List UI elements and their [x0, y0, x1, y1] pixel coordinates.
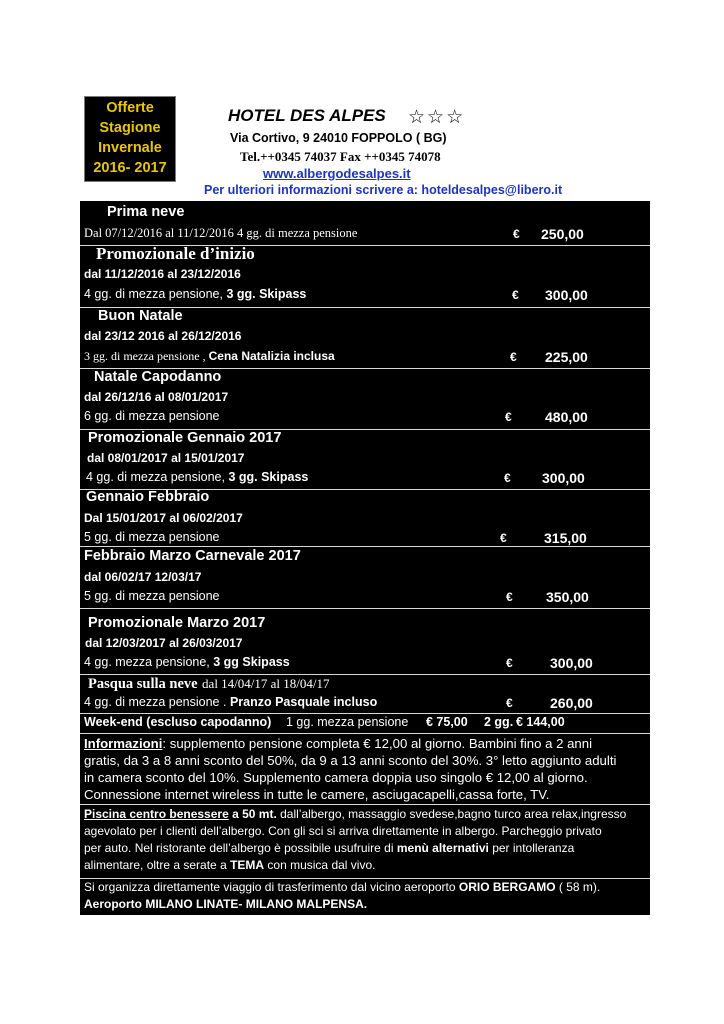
offer-currency: € — [504, 471, 511, 485]
offer-title: Promozionale Gennaio 2017 — [88, 430, 282, 446]
offer-dates: dal 26/12/16 al 08/01/2017 — [84, 390, 229, 404]
row-divider — [80, 546, 650, 547]
offer-description: 6 gg. di mezza pensione — [84, 409, 220, 423]
offer-description: 3 gg. di mezza pensione , Cena Natalizia inclusa — [84, 349, 335, 363]
piscina-line-3: per auto. Nel ristorante dell’albergo è possibile usufruire di menù alternativi per intolleranza — [84, 841, 575, 855]
offer-dates: dal 23/12 2016 al 26/12/2016 — [84, 329, 242, 343]
offer-currency: € — [500, 531, 507, 545]
contact-email-line[interactable]: Per ulteriori informazioni scrivere a: hoteldesalpes@libero.it — [204, 183, 563, 197]
info-line-1: Informazioni: supplemento pensione completa € 12,00 al giorno. Bambini fino a 2 anni — [84, 736, 593, 751]
offer-currency: € — [506, 696, 513, 710]
offer-price: 225,00 — [545, 349, 588, 365]
offer-price: 300,00 — [542, 470, 585, 486]
offer-title: Prima neve — [107, 204, 185, 220]
info-line-3: in camera sconto del 10%. Supplemento camera doppia uso singolo € 12,00 al giorno. — [84, 770, 588, 785]
offer-dates: dal 11/12/2016 al 23/12/2016 — [84, 267, 241, 281]
offer-dates: dal 08/01/2017 al 15/01/2017 — [87, 451, 245, 465]
weekend-label: Week-end (escluso capodanno) — [84, 715, 272, 729]
info-line-4: Connessione internet wireless in tutte le camere, asciugacapelli,cassa forte, TV. — [84, 787, 550, 802]
offer-price: 260,00 — [550, 695, 593, 711]
offer-title: Gennaio Febbraio — [86, 489, 210, 505]
offer-title: Febbraio Marzo Carnevale 2017 — [84, 548, 301, 564]
offer-dates: dal 12/03/2017 al 26/03/2017 — [85, 636, 243, 650]
row-divider — [80, 608, 650, 609]
offer-title: Promozionale d’inizio — [96, 244, 255, 263]
hotel-website-link[interactable]: www.albergodesalpes.it — [263, 166, 411, 181]
row-divider — [80, 733, 650, 734]
hotel-phone: Tel.++0345 74037 Fax ++0345 74078 — [240, 149, 441, 164]
transfer-line-2: Aeroporto MILANO LINATE- MILANO MALPENSA. — [84, 897, 368, 911]
row-divider — [80, 713, 650, 714]
offer-title: Buon Natale — [98, 308, 183, 324]
offer-currency: € — [506, 590, 513, 604]
offer-description: 4 gg. di mezza pensione, 3 gg. Skipass — [84, 287, 307, 301]
offer-dates: dal 06/02/17 12/03/17 — [84, 570, 202, 584]
offer-currency: € — [510, 350, 517, 364]
offer-price: 480,00 — [545, 409, 588, 425]
weekend-days-2: 2 gg. — [484, 715, 514, 729]
season-offer-box — [84, 96, 176, 182]
offer-currency: € — [513, 227, 520, 241]
piscina-line-2: agevolato per i clienti dell’albergo. Con gli sci si arriva direttamente in albergo. Parcheggio privato — [84, 824, 602, 838]
hotel-address: Via Cortivo, 9 24010 FOPPOLO ( BG) — [230, 131, 447, 145]
season-line-3: Invernale — [98, 140, 162, 156]
offer-currency: € — [505, 410, 512, 424]
offer-price: 315,00 — [544, 530, 587, 546]
offer-description: 5 gg. di mezza pensione — [84, 589, 220, 603]
offer-price: 300,00 — [550, 655, 593, 671]
transfer-line-1: Si organizza direttamente viaggio di trasferimento dal vicino aeroporto ORIO BERGAMO ( 58 m). — [84, 880, 601, 894]
offer-title: Natale Capodanno — [94, 369, 222, 385]
offer-currency: € — [506, 656, 513, 670]
weekend-price-1: € 75,00 — [426, 715, 468, 729]
offer-description: 4 gg. di mezza pensione . Pranzo Pasquale incluso — [84, 695, 378, 709]
offer-description: 5 gg. di mezza pensione — [84, 530, 220, 544]
weekend-description: 1 gg. mezza pensione — [286, 715, 409, 729]
offer-description: 4 gg. mezza pensione, 3 gg Skipass — [84, 655, 290, 669]
season-line-2: Stagione — [99, 120, 161, 136]
offer-price: 300,00 — [545, 287, 588, 303]
offer-currency: € — [512, 288, 519, 302]
piscina-line-1: Piscina centro benessere a 50 mt. dall’albergo, massaggio svedese,bagno turco area relax,ingresso — [84, 807, 627, 821]
piscina-line-4: alimentare, oltre a serate a TEMA con musica dal vivo. — [84, 858, 376, 872]
offer-dates: Dal 15/01/2017 al 06/02/2017 — [84, 511, 243, 525]
offer-description: 4 gg. di mezza pensione, 3 gg. Skipass — [86, 470, 309, 484]
info-line-2: gratis, da 3 a 8 anni sconto del 50%, da 9 a 13 anni sconto del 30%. 3° letto aggiunto adulti — [84, 753, 617, 768]
offer-description: Dal 07/12/2016 al 11/12/2016 4 gg. di mezza pensione — [84, 226, 358, 240]
season-line-1: Offerte — [106, 100, 154, 116]
hotel-name: HOTEL DES ALPES — [228, 106, 386, 125]
offer-title: Promozionale Marzo 2017 — [88, 615, 266, 631]
offers-table — [80, 201, 650, 915]
star-rating-icon: ☆☆☆ — [408, 107, 466, 128]
weekend-price-2: € 144,00 — [516, 715, 565, 729]
season-line-4: 2016- 2017 — [93, 160, 167, 176]
offer-price: 250,00 — [541, 226, 584, 242]
offer-price: 350,00 — [546, 589, 589, 605]
offer-title: Pasqua sulla neve dal 14/04/17 al 18/04/17 — [88, 676, 330, 692]
row-divider — [80, 804, 650, 805]
